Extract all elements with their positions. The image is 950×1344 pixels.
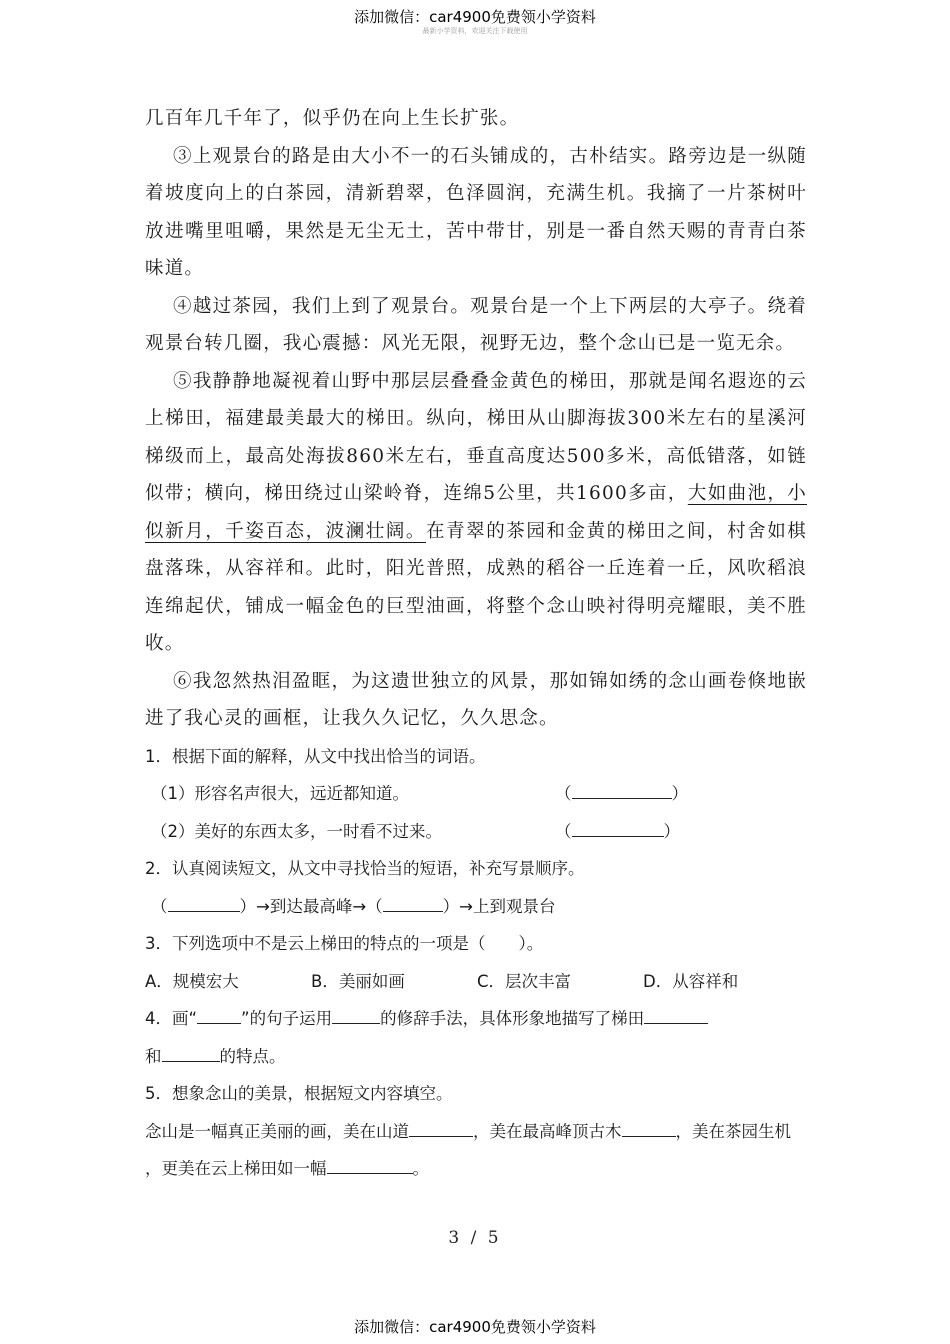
answer-bracket-2: （ ） bbox=[555, 813, 680, 851]
answer-blank-5-4[interactable] bbox=[327, 1157, 413, 1175]
question-2-sequence: （ ）→到达最高峰→（ ）→上到观景台 bbox=[145, 888, 807, 926]
document-body bbox=[145, 100, 807, 1188]
question-1-item-2-text: （2）美好的东西太多，一时看不过来。 bbox=[151, 821, 442, 841]
passage-paragraph-6: ⑥我忽然热泪盈眶，为这遗世独立的风景，那如锦如绣的念山画卷倏地嵌进了我心灵的画框，让我久久记忆，久久思念。 bbox=[145, 670, 807, 729]
question-1-item-1-text: （1）形容名声很大，远近都知道。 bbox=[151, 784, 409, 803]
question-4-line-2: 和 的特点。 bbox=[145, 1038, 807, 1076]
option-b[interactable]: B．美丽如画 bbox=[311, 971, 405, 991]
answer-blank-5-1[interactable] bbox=[409, 1119, 473, 1137]
question-1-item-2 bbox=[145, 813, 807, 851]
question-1-stem: 1．根据下面的解释，从文中找出恰当的词语。 bbox=[145, 746, 486, 766]
question-2-stem: 2．认真阅读短文，从文中寻找恰当的短语，补充写景顺序。 bbox=[145, 859, 585, 878]
watermark-subtitle: 最新小学资料，欢迎关注下载使用 bbox=[422, 27, 528, 35]
option-c[interactable]: C．层次丰富 bbox=[477, 971, 572, 991]
question-5-stem: 5．想象念山的美景，根据短文内容填空。 bbox=[145, 1084, 453, 1103]
page-number: 3 / 5 bbox=[448, 1228, 502, 1248]
paragraph-5-part-b: 在青翠的茶园和金黄的梯田之间，村舍如棋盘落珠，从容祥和。此时，阳光普照，成熟的稻谷一丘连着一丘，风吹稻浪连绵起伏，铺成一幅金色的巨型油画，将整个念山映衬得明亮耀眼，美不胜收。 bbox=[145, 520, 807, 654]
passage-paragraph-4: ④越过茶园，我们上到了观景台。观景台是一个上下两层的大亭子。绕着观景台转几圈，我心震撼：风光无限，视野无边，整个念山已是一览无余。 bbox=[145, 295, 807, 354]
option-a[interactable]: A．规模宏大 bbox=[145, 971, 239, 991]
passage-paragraph-continued: 几百年几千年了，似乎仍在向上生长扩张。 bbox=[145, 108, 520, 129]
question-4-line-1: 4．画“ ”的句子运用 的修辞手法，具体形象地描写了梯田 bbox=[145, 1000, 807, 1038]
question-1-item-1 bbox=[145, 775, 807, 813]
answer-blank-1-2[interactable] bbox=[572, 819, 664, 837]
question-3-stem: 3．下列选项中不是云上梯田的特点的一项是（ ）。 bbox=[145, 934, 544, 953]
answer-blank-4-2[interactable] bbox=[332, 1007, 380, 1025]
paragraph-5-part-a: ⑤我静静地凝视着山野中那层层叠叠金黄色的梯田，那就是闻名遐迩的云上梯田，福建最美最大的梯田。纵向，梯田从山脚海拔300米左右的星溪河梯级而上，最高处海拔860米左右，垂直高度达500多米，高低错落，如链似带；横向，梯田绕过山梁岭脊，连绵5公里，共1600多亩， bbox=[145, 370, 807, 504]
question-3-options bbox=[145, 963, 807, 1001]
passage-paragraph-3: ③上观景台的路是由大小不一的石头铺成的，古朴结实。路旁边是一纵随着坡度向上的白茶园，清新碧翠，色泽圆润，充满生机。我摘了一片茶树叶放进嘴里咀嚼，果然是无尘无土，苦中带甘，别是一番自然天赐的青青白茶味道。 bbox=[145, 145, 807, 279]
option-d[interactable]: D．从容祥和 bbox=[643, 971, 739, 991]
question-5-line-1: 念山是一幅真正美丽的画，美在山道 ，美在最高峰顶古木 ，美在茶园生机 bbox=[145, 1113, 807, 1151]
answer-blank-5-2[interactable] bbox=[622, 1119, 676, 1137]
answer-blank-4-4[interactable] bbox=[162, 1044, 220, 1062]
answer-blank-2-1[interactable] bbox=[168, 894, 240, 912]
watermark-top: 添加微信：car4900免费领小学资料 bbox=[354, 8, 596, 26]
answer-blank-4-1[interactable] bbox=[197, 1007, 241, 1025]
answer-bracket-1: （ ） bbox=[555, 775, 688, 813]
passage-paragraph-5 bbox=[145, 363, 807, 663]
answer-blank-4-3[interactable] bbox=[644, 1007, 708, 1025]
answer-blank-1-1[interactable] bbox=[572, 782, 672, 800]
underlined-sentence: 大如曲池，小似新月，千姿百态，波澜壮阔。 bbox=[145, 483, 808, 542]
watermark-bottom: 添加微信：car4900免费领小学资料 bbox=[354, 1318, 596, 1336]
answer-blank-2-2[interactable] bbox=[383, 894, 443, 912]
question-5-line-2: ，更美在云上梯田如一幅 。 bbox=[145, 1150, 807, 1188]
